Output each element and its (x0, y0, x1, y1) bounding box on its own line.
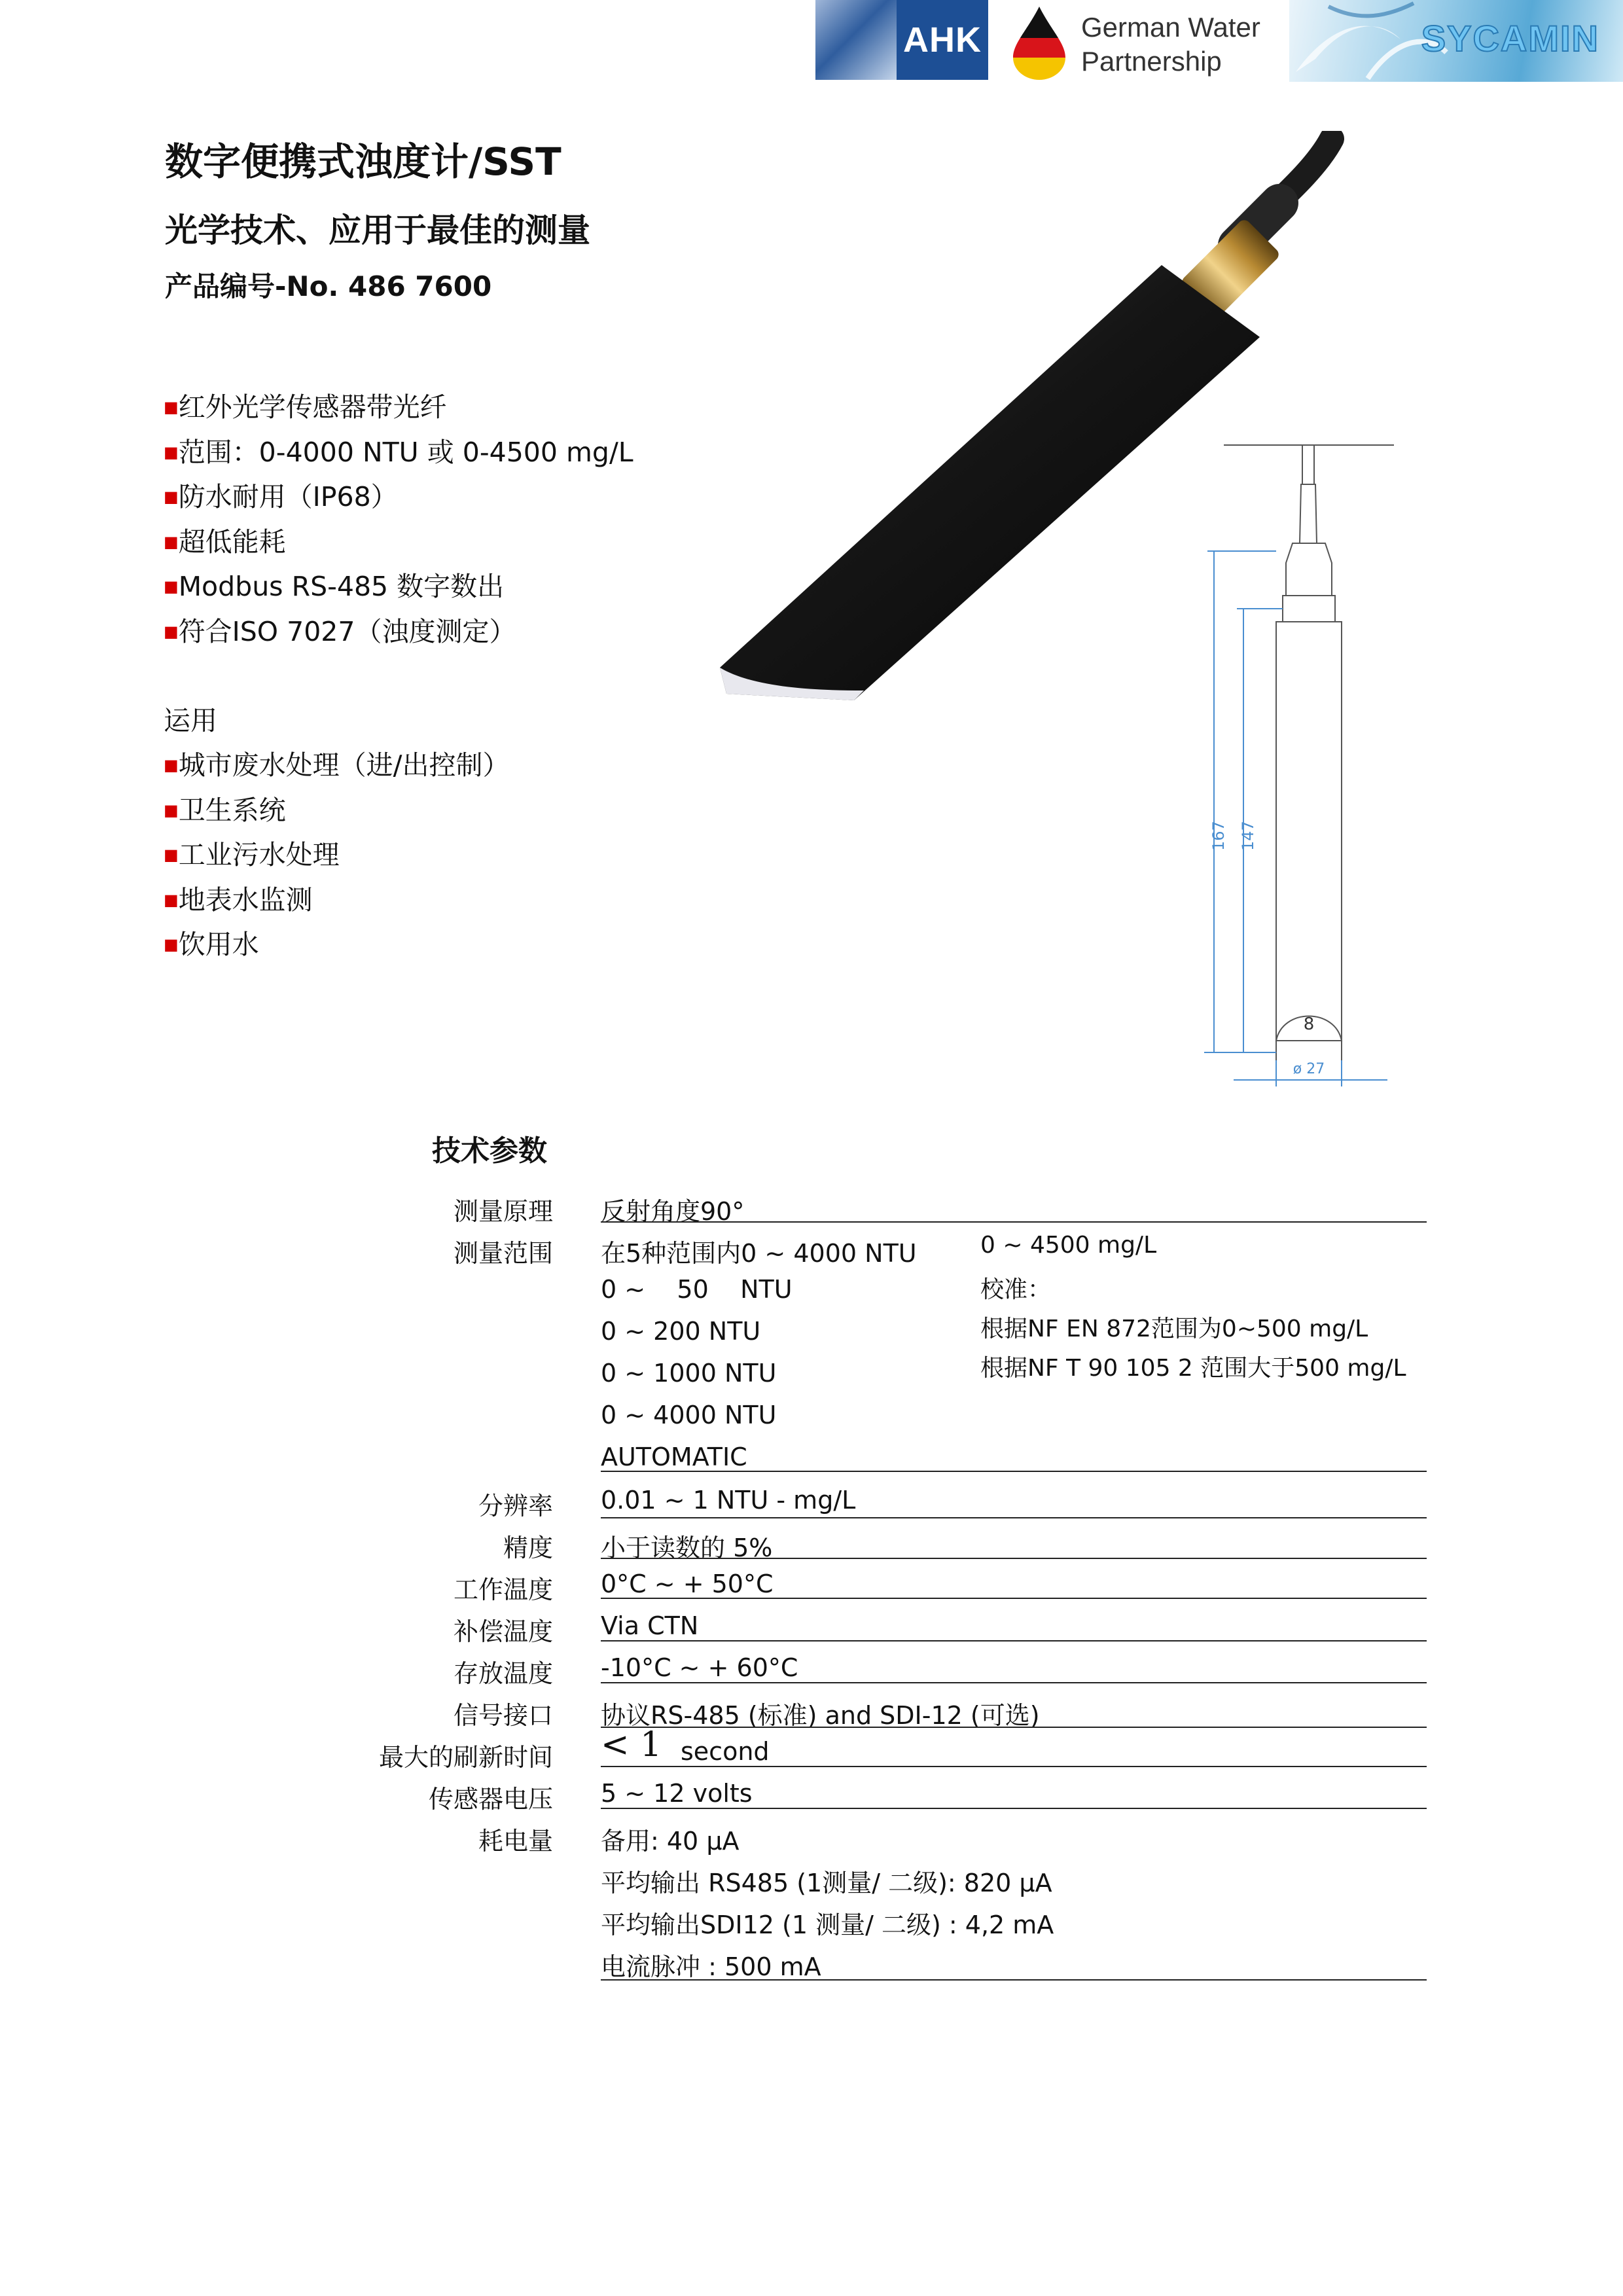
power-line: 电流脉冲 : 500 mA (601, 1952, 821, 1981)
dim-diameter-label: ø 27 (1293, 1061, 1325, 1077)
gwp-line-2: Partnership (1081, 46, 1222, 77)
application-item: ■ 卫生系统 (164, 788, 510, 833)
row-divider (601, 1598, 1427, 1599)
application-item: ■ 地表水监测 (164, 878, 510, 923)
german-flag-drop-icon (1008, 4, 1071, 81)
dimension-drawing (1185, 432, 1400, 1086)
feature-item: ■ 范围：0-4000 NTU 或 0-4500 mg/L (164, 430, 633, 475)
dragon-icon (815, 0, 897, 80)
range-right-line: 校准： (980, 1276, 1052, 1303)
application-item: ■ 饮用水 (164, 922, 510, 967)
application-item: ■ 工业污水处理 (164, 833, 510, 878)
range-line: 0 ~ 4000 NTU (601, 1401, 777, 1429)
dim-147-label: 147 (1239, 821, 1257, 851)
row-divider (601, 1640, 1427, 1641)
operating-temp-value: 0°C ~ + 50°C (601, 1570, 774, 1598)
german-water-partnership-logo (1008, 0, 1270, 82)
row-divider (601, 1808, 1427, 1809)
range-right-line: 根据NF EN 872范围为0~500 mg/L (980, 1316, 1368, 1342)
feature-list (164, 385, 633, 654)
range-line: 在5种范围内0 ~ 4000 NTU (601, 1239, 917, 1268)
range-line: AUTOMATIC (601, 1443, 747, 1471)
feature-item: ■ 超低能耗 (164, 520, 633, 565)
row-divider (601, 1979, 1427, 1981)
feature-item: ■ Modbus RS-485 数字数出 (164, 564, 633, 609)
sycamin-logo (1289, 0, 1623, 82)
page-subtitle: 光学技术、应用于最佳的测量 (165, 211, 590, 249)
accuracy-value: 小于读数的 5% (601, 1534, 773, 1562)
compensation-temp-value: Via CTN (601, 1611, 699, 1640)
range-line: 0 ~ 50 NTU (601, 1275, 793, 1304)
principle-value: 反射角度90° (601, 1197, 745, 1226)
range-right-line: 根据NF T 90 105 2 范围大于500 mg/L (980, 1355, 1406, 1382)
row-divider (601, 1517, 1427, 1518)
voltage-value: 5 ~ 12 volts (601, 1779, 753, 1808)
application-item: ■ 城市废水处理（进/出控制） (164, 743, 510, 788)
resolution-label: 分辨率 (478, 1492, 553, 1520)
power-line: 备用: 40 µA (601, 1827, 740, 1856)
accuracy-label: 精度 (503, 1534, 553, 1562)
feature-item: ■ 红外光学传感器带光纤 (164, 385, 633, 430)
range-right-line: 0 ~ 4500 mg/L (980, 1232, 1157, 1259)
signal-value: 协议RS-485 (标准) and SDI-12 (可选) (601, 1701, 1040, 1730)
tech-heading: 技术参数 (432, 1134, 547, 1168)
signal-label: 信号接口 (453, 1701, 553, 1730)
power-line: 平均输出 RS485 (1测量/ 二级): 820 µA (601, 1869, 1052, 1897)
feature-item: ■ 符合ISO 7027（浊度测定） (164, 609, 633, 655)
operating-temp-label: 工作温度 (453, 1575, 553, 1604)
dim-167-label: 167 (1209, 821, 1228, 851)
voltage-label: 传感器电压 (428, 1785, 553, 1814)
range-label: 测量范围 (453, 1239, 553, 1268)
refresh-unit: second (681, 1737, 770, 1766)
dim-8-label: 8 (1303, 1014, 1315, 1034)
gwp-line-1: German Water (1081, 12, 1260, 43)
row-divider (601, 1471, 1427, 1472)
sycamin-logo-text: SYCAMIN (1421, 18, 1599, 59)
row-divider (601, 1766, 1427, 1767)
range-line: 0 ~ 200 NTU (601, 1317, 761, 1346)
application-list (164, 743, 510, 967)
refresh-label: 最大的刷新时间 (378, 1743, 553, 1772)
row-divider (601, 1558, 1427, 1559)
row-divider (601, 1727, 1427, 1728)
range-line: 0 ~ 1000 NTU (601, 1359, 777, 1388)
row-divider (601, 1682, 1427, 1683)
applications-heading: 运用 (164, 705, 217, 736)
storage-temp-label: 存放温度 (453, 1659, 553, 1688)
resolution-value: 0.01 ~ 1 NTU - mg/L (601, 1486, 856, 1515)
page-title: 数字便携式浊度计/SST (165, 139, 562, 184)
ahk-logo (815, 0, 988, 80)
feature-item: ■ 防水耐用（IP68） (164, 475, 633, 520)
power-line: 平均输出SDI12 (1 测量/ 二级) : 4,2 mA (601, 1910, 1054, 1939)
product-number: 产品编号-No. 486 7600 (165, 270, 492, 302)
storage-temp-value: -10°C ~ + 60°C (601, 1653, 798, 1682)
ahk-logo-text: AHK (897, 0, 988, 80)
principle-label: 测量原理 (453, 1197, 553, 1226)
power-label: 耗电量 (478, 1827, 553, 1856)
row-divider (601, 1221, 1427, 1223)
compensation-temp-label: 补偿温度 (453, 1617, 553, 1646)
refresh-symbol: < 1 (601, 1725, 662, 1765)
